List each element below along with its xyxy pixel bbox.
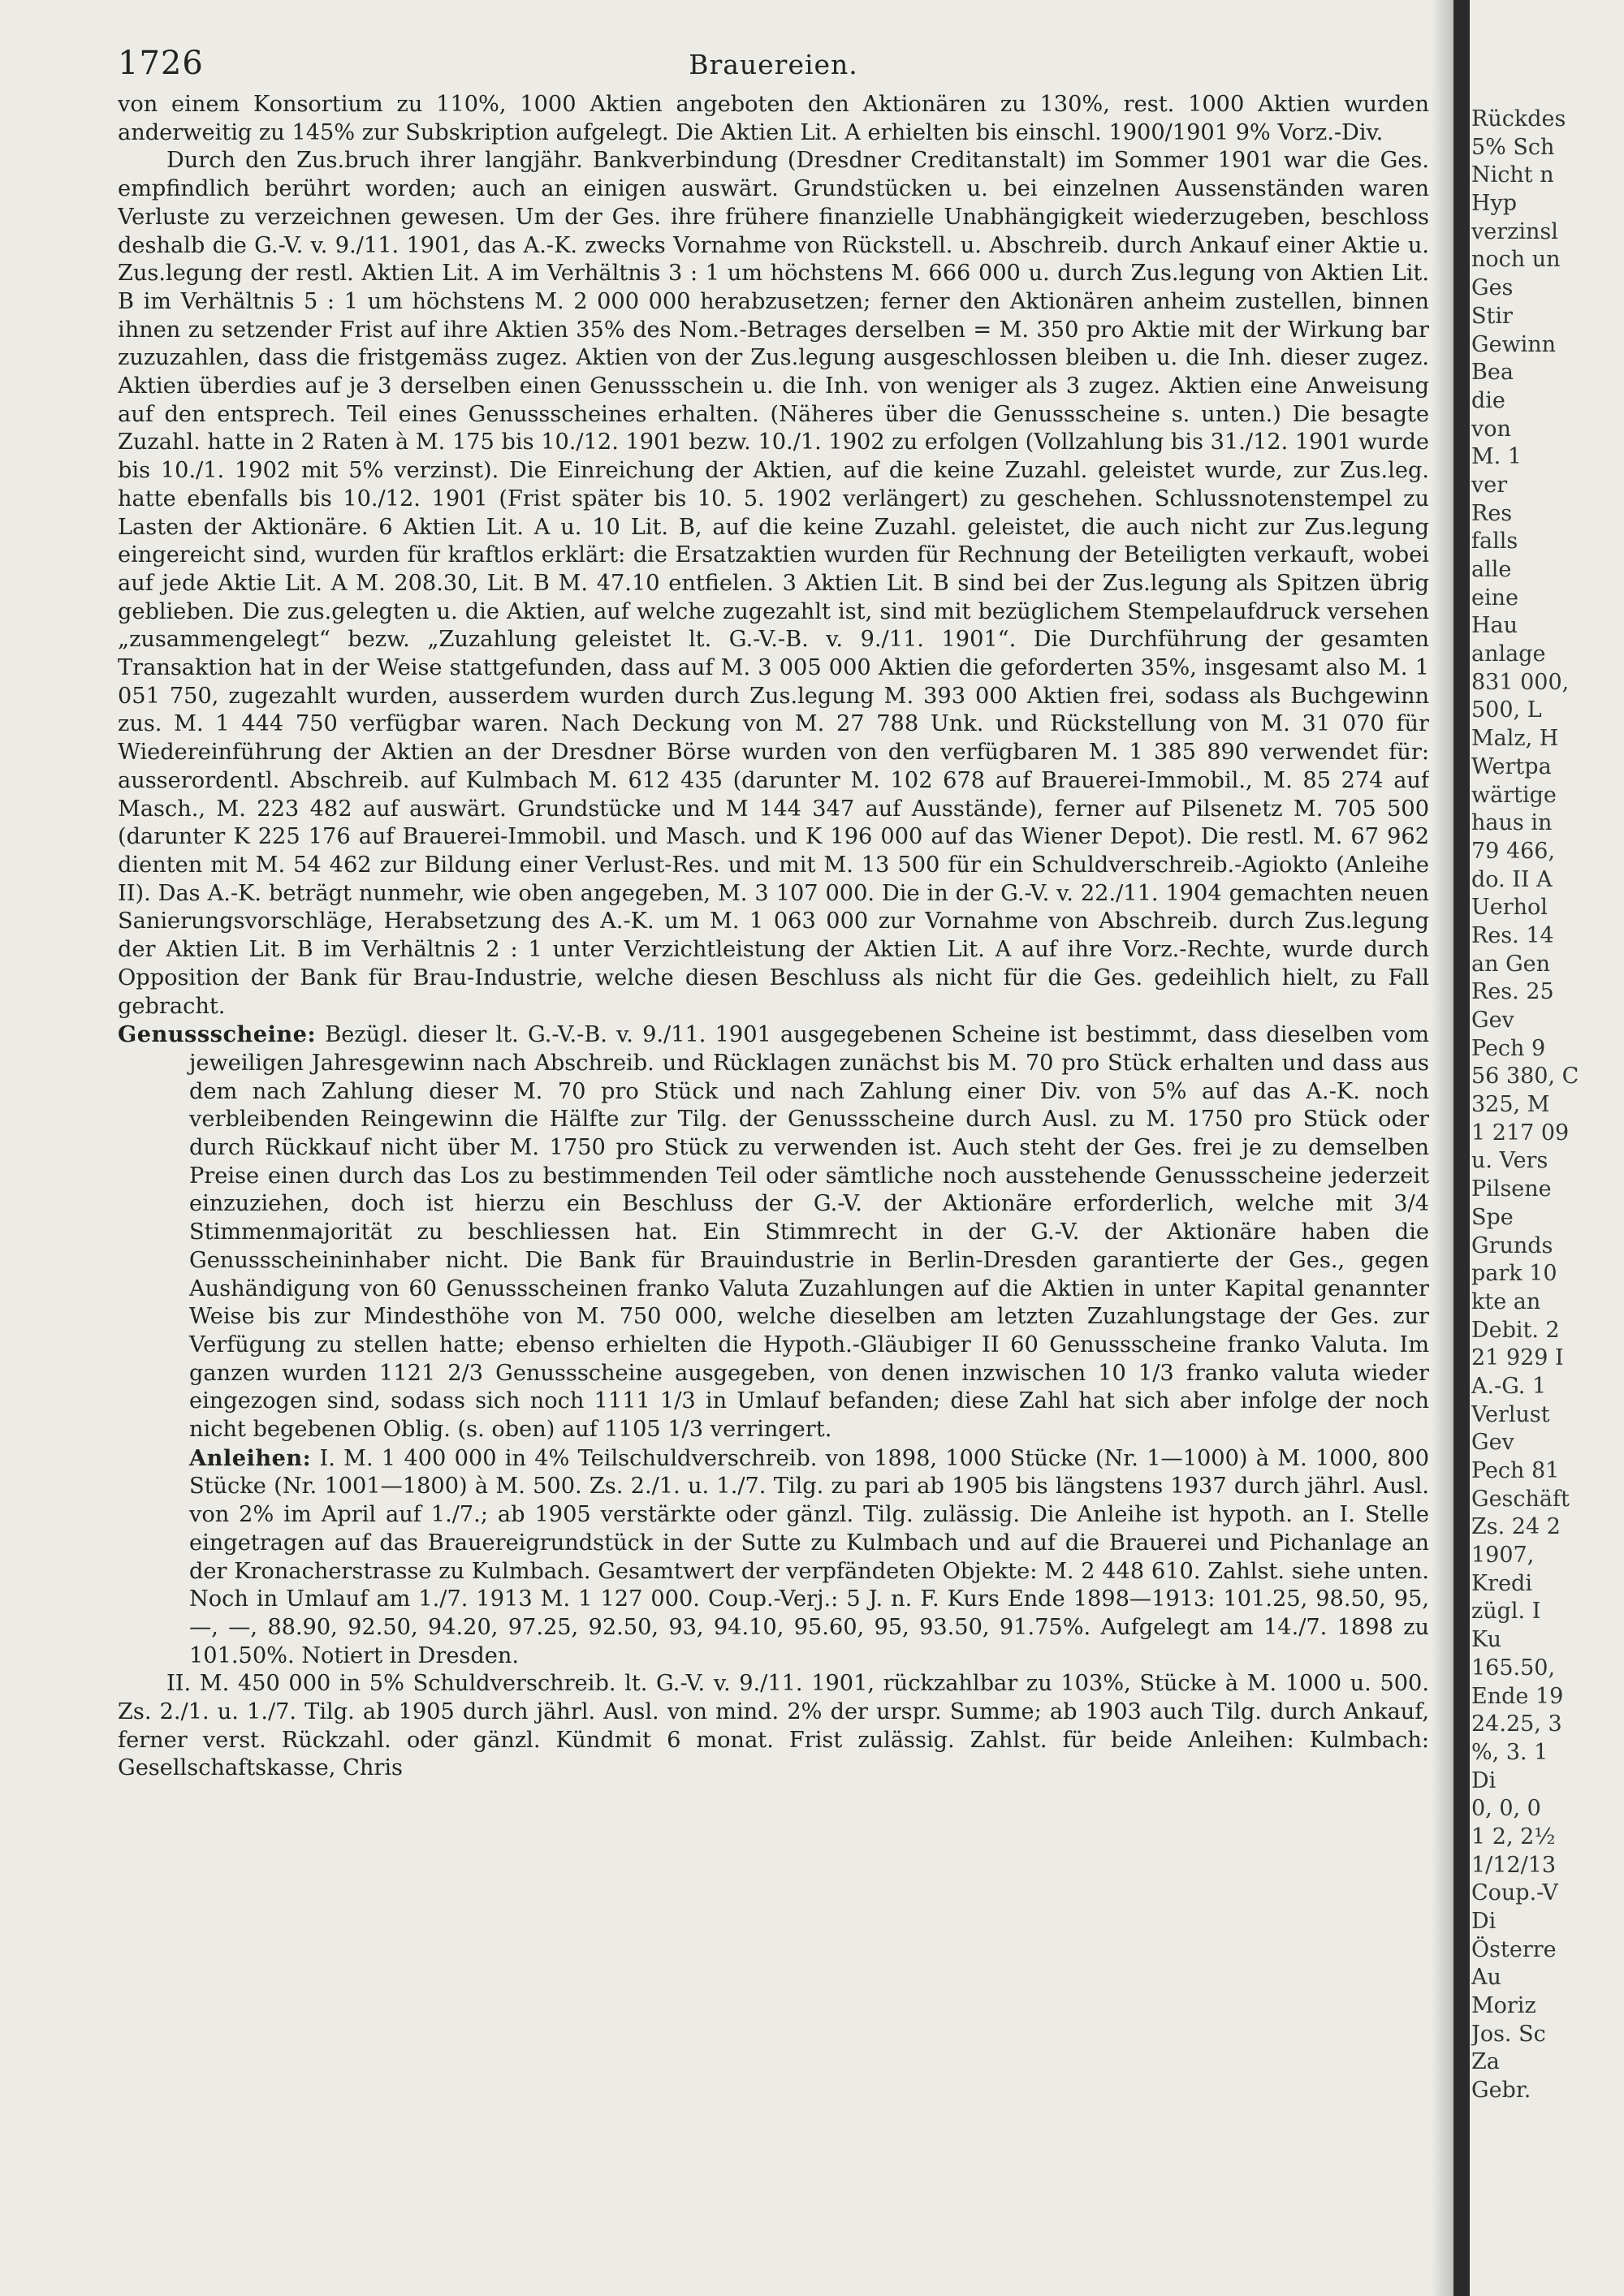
adjacent-line: anlage <box>1471 641 1546 667</box>
adjacent-line: Res. 25 <box>1471 979 1554 1005</box>
adjacent-line: Gev <box>1471 1008 1514 1033</box>
adjacent-line: A.-G. 1 <box>1471 1373 1547 1399</box>
adjacent-line: 0, 0, 0 <box>1471 1796 1541 1822</box>
adjacent-line: Wertpa <box>1471 753 1552 779</box>
page-number: 1726 <box>118 45 204 82</box>
running-head: Brauereien. <box>689 49 858 80</box>
anleihen-heading: Anleihen: <box>189 1444 312 1471</box>
main-column <box>118 41 1429 2265</box>
anleihen-section <box>118 1444 1429 1671</box>
adjacent-line: Za <box>1471 2049 1500 2075</box>
anleihen-paragraph-2: II. M. 450 000 in 5% Schuldverschreib. lt. G.-V. v. 9./11. 1901, rückzahlbar zu 103%, Stücke à M. 1000 u. 500. Zs. 2./1. u. 1./7. Tilg. ab 1905 durch jährl. Ausl. von mind. 2% der urspr. Summe; ab 1903 auch Tilg. durch Ankauf, ferner verst. Rückzahl. oder gänzl. Kündmit 6 monat. Frist zulässig. Zahlst. für beide Anleihen: Kulmbach: Gesellschaftskasse, Chris <box>118 1671 1429 1781</box>
adjacent-line: Ende 19 <box>1471 1683 1564 1709</box>
adjacent-line: Uerhol <box>1471 895 1548 921</box>
adjacent-line: Hau <box>1471 613 1518 639</box>
genussscheine-text: Bezügl. dieser lt. G.-V.-B. v. 9./11. 1901 ausgegebenen Scheine ist bestimmt, dass dieselben vom jeweiligen Jahresgewinn nach Abschreib. und Rücklagen zunächst bis M. 70 pro Stück erhalten und dass aus dem nach Zahlung dieser M. 70 pro Stück und nach Zahlung einer Div. von 5% auf das A.-K. noch verbleibenden Reingewinn die Hälfte zur Tilg. der Genussscheine durch Ausl. zu M. 1750 pro Stück oder durch Rückkauf nicht über M. 1750 pro Stück zu verwenden ist. Auch steht der Ges. frei je zu demselben Preise einen durch das Los zu bestimmenden Teil oder sämtliche noch ausstehende Genussscheine jederzeit einzuziehen, doch ist hierzu ein Beschluss der G.-V. der Aktionäre erforderlich, welche mit 3/4 Stimmenmajorität zu beschliessen hat. Ein Stimmrecht in der G.-V. der Aktionäre haben die Genussscheininhaber nicht. Die Bank für Brauindustrie in Berlin-Dresden garantierte der Ges., gegen Aushändigung von 60 Genussscheinen franko Valuta Zuzahlungen auf die Aktien in unter Kapital genannter Weise bis zur Mindesthöhe von M. 750 000, welche dieselben am letzten Zuzahlungstage der Ges. zur Verfügung zu stellen hatte; ebenso erhielten die Hypoth.-Gläubiger II 60 Genussscheine franko Valuta. Im ganzen wurden 1121 2/3 Genussscheine ausgegeben, von denen inzwischen 10 1/3 franko valuta wieder eingezogen sind, sodass sich noch 1111 1/3 in Umlauf befanden; diese Zahl hat sich aber infolge der noch nicht begebenen Oblig. (s. oben) auf 1105 1/3 verringert. <box>189 1022 1429 1443</box>
adjacent-line: Verlust <box>1471 1401 1550 1427</box>
adjacent-line: Jos. Sc <box>1471 2021 1546 2047</box>
adjacent-line: 831 000, <box>1471 669 1570 695</box>
adjacent-line: alle <box>1471 557 1512 582</box>
adjacent-line: kte an <box>1471 1288 1541 1314</box>
adjacent-line: Gewinn <box>1471 331 1557 357</box>
adjacent-line: 24.25, 3 <box>1471 1711 1562 1737</box>
adjacent-line: Pilsene <box>1471 1176 1552 1202</box>
adjacent-line: an Gen <box>1471 951 1551 977</box>
adjacent-line: Res <box>1471 500 1513 526</box>
adjacent-line: haus in <box>1471 810 1553 836</box>
adjacent-line: zügl. I <box>1471 1599 1541 1625</box>
anleihen-text-1: I. M. 1 400 000 in 4% Teilschuldverschreib. von 1898, 1000 Stücke (Nr. 1—1000) à M. 1000, 800 Stücke (Nr. 1001—1800) à M. 500. Zs. 2./1. u. 1./7. Tilg. zu pari ab 1905 bis längstens 1937 durch jährl. Ausl. von 2% im April auf 1./7.; ab 1905 verstärkte oder gänzl. Tilg. zulässig. Die Anleihe ist hypoth. an I. Stelle eingetragen auf das Brauereigrundstück in der Sutte zu Kulmbach und auf die Brauerei und Pichanlage an der Kronacherstrasse zu Kulmbach. Gesamtwert der verpfändeten Objekte: M. 2 448 610. Zahlst. siehe unten. Noch in Umlauf am 1./7. 1913 M. 1 127 000. Coup.-Verj.: 5 J. n. F. Kurs Ende 1898—1913: 101.25, 98.50, 95, —, —, 88.90, 92.50, 94.20, 97.25, 92.50, 93, 94.10, 95.60, 95, 93.50, 91.75%. Aufgelegt am 14./7. 1898 zu 101.50%. Notiert in Dresden. <box>189 1445 1429 1668</box>
adjacent-line: Gebr. <box>1471 2078 1531 2104</box>
adjacent-line: Malz, H <box>1471 726 1559 752</box>
adjacent-line: Debit. 2 <box>1471 1317 1560 1343</box>
adjacent-line: Nicht n <box>1471 162 1554 188</box>
adjacent-line: Ku <box>1471 1627 1501 1653</box>
adjacent-line: Spe <box>1471 1204 1514 1230</box>
adjacent-line: Res. 14 <box>1471 922 1554 948</box>
adjacent-line: falls <box>1471 529 1518 555</box>
adjacent-line: eine <box>1471 585 1518 611</box>
adjacent-page-column <box>1471 106 1624 2265</box>
adjacent-line: Geschäft <box>1471 1486 1570 1512</box>
adjacent-line: Stir <box>1471 303 1513 329</box>
adjacent-line: 165.50, <box>1471 1655 1556 1681</box>
adjacent-line: die <box>1471 387 1505 413</box>
genussscheine-heading: Genussscheine: <box>118 1021 317 1048</box>
adjacent-line: 79 466, <box>1471 838 1556 864</box>
adjacent-line: u. Vers <box>1471 1148 1548 1174</box>
adjacent-line: Österre <box>1471 1936 1557 1962</box>
adjacent-line: Grunds <box>1471 1232 1553 1258</box>
adjacent-line: park 10 <box>1471 1261 1557 1287</box>
adjacent-line: Zs. 24 2 <box>1471 1514 1561 1540</box>
adjacent-line: 1907, <box>1471 1543 1535 1569</box>
adjacent-line: Kredi <box>1471 1570 1532 1596</box>
adjacent-line: 5% Sch <box>1471 134 1555 160</box>
adjacent-line: 1/12/13 <box>1471 1852 1557 1878</box>
adjacent-line: wärtige <box>1471 782 1557 808</box>
binding-gutter <box>1453 0 1470 2296</box>
history-paragraph: Durch den Zus.bruch ihrer langjähr. Bankverbindung (Dresdner Creditanstalt) im Sommer 1901 war die Ges. empfindlich berührt worden; auch an einigen auswärt. Grundstücken u. bei einzelnen Aussenständen waren Verluste zu verzeichnen gewesen. Um der Ges. ihre frühere finanzielle Unabhängigkeit wiederzugeben, beschloss deshalb die G.-V. v. 9./11. 1901, das A.-K. zwecks Vornahme von Rückstell. u. Abschreib. durch Ankauf einer Aktie u. Zus.legung der restl. Aktien Lit. A im Verhältnis 3 : 1 um höchstens M. 666 000 u. durch Zus.legung von Aktien Lit. B im Verhältnis 5 : 1 um höchstens M. 2 000 000 herabzusetzen; ferner den Aktionären anheim zustellen, binnen ihnen zu setzender Frist auf ihre Aktien 35% des Nom.-Betrages derselben = M. 350 pro Aktie mit der Wirkung bar zuzuzahlen, dass die fristgemäss zugez. Aktien von der Zus.legung ausgeschlossen bleiben u. die Inh. dieser zugez. Aktien überdies auf je 3 derselben einen Genussschein u. die Inh. von weniger als 3 zugez. Aktien eine Anweisung auf den entsprech. Teil eines Genussscheines erhalten. (Näheres über die Genussscheine s. unten.) Die besagte Zuzahl. hatte in 2 Raten à M. 175 bis 10./12. 1901 bezw. 10./1. 1902 zu erfolgen (Vollzahlung bis 31./12. 1901 wurde bis 10./1. 1902 mit 5% verzinst). Die Einreichung der Aktien, auf die keine Zuzahl. geleistet wurde, zur Zus.leg. hatte ebenfalls bis 10./12. 1901 (Frist später bis 10. 5. 1902 verlängert) zu geschehen. Schlussnotenstempel zu Lasten der Aktionäre. 6 Aktien Lit. A u. 10 Lit. B, auf die keine Zuzahl. geleistet, die auch nicht zur Zus.legung eingereicht sind, wurden für kraftlos erklärt: die Ersatzaktien wurden für Rechnung der Beteiligten verkauft, wobei auf jede Aktie Lit. A M. 208.30, Lit. B M. 47.10 entfielen. 3 Aktien Lit. B sind bei der Zus.legung als Spitzen übrig geblieben. Die zus.gelegten u. die Aktien, auf welche zugezahlt ist, sind mit bezüglichem Stempelaufdruck versehen „zusammengelegt“ bezw. „Zuzahlung geleistet lt. G.-V.-B. v. 9./11. 1901“. Die Durchführung der gesamten Transaktion hat in der Weise stattgefunden, dass auf M. 3 005 000 Aktien die geforderten 35%, insgesamt also M. 1 051 750, zugezahlt wurden, ausserdem wurden durch Zus.legung M. 393 000 Aktien frei, sodass als Buchgewinn zus. M. 1 444 750 verfügbar waren. Nach Deckung von M. 27 788 Unk. und Rückstellung von M. 31 070 für Wiedereinführung der Aktien an der Dresdner Börse wurden von den verfügbaren M. 1 385 890 verwendet für: ausserordentl. Abschreib. auf Kulmbach M. 612 435 (darunter M. 102 678 auf Brauerei-Immobil., M. 85 274 auf Masch., M. 223 482 auf auswärt. Grundstücke und M 144 347 auf Ausstände), ferner auf Pilsenetz M. 705 500 (darunter K 225 176 auf Brauerei-Immobil. und Masch. und K 196 000 auf das Wiener Depot). Die restl. M. 67 962 dienten mit M. 54 462 zur Bildung einer Verlust-Res. und mit M. 13 500 für ein Schuldverschreib.-Agiokto (Anleihe II). Das A.-K. beträgt nunmehr, wie oben angegeben, M. 3 107 000. Die in der G.-V. v. 22./11. 1904 gemachten neuen Sanierungsvorschläge, Herabsetzung des A.-K. um M. 1 063 000 zur Vornahme von Abschreib. durch Zus.legung der Aktien Lit. B im Verhältnis 2 : 1 unter Verzichtleistung der Aktien Lit. A auf ihre Vorz.-Rechte, wurde durch Opposition der Bank für Brau-Industrie, welche diesen Beschluss als nicht für die Ges. gedeihlich hielt, zu Fall gebracht. <box>118 148 1429 1019</box>
adjacent-line: Au <box>1471 1965 1501 1991</box>
adjacent-line: Gev <box>1471 1430 1514 1456</box>
adjacent-line: verzinsl <box>1471 218 1558 244</box>
adjacent-line: Di <box>1471 1909 1497 1934</box>
adjacent-line: noch un <box>1471 247 1561 273</box>
intro-paragraph: von einem Konsortium zu 110%, 1000 Aktien angeboten den Aktionären zu 130%, rest. 1000 Aktien wurden anderweitig zu 145% zur Subskription aufgelegt. Die Aktien Lit. A erhielten bis einschl. 1900/1901 9% Vorz.-Div. <box>118 92 1429 145</box>
gutter-shadow <box>1431 0 1453 2296</box>
adjacent-line: 1 2, 2½ <box>1471 1823 1556 1849</box>
adjacent-line: 1 217 09 <box>1471 1120 1570 1146</box>
adjacent-line: Ges <box>1471 275 1514 301</box>
page-header <box>118 41 1429 91</box>
adjacent-line: 325, M <box>1471 1092 1550 1118</box>
adjacent-line: Bea <box>1471 360 1514 386</box>
adjacent-line: Pech 9 <box>1471 1035 1546 1061</box>
adjacent-line: %, 3. 1 <box>1471 1739 1548 1765</box>
body-text <box>118 91 1429 1783</box>
adjacent-line: Moriz <box>1471 1993 1536 2019</box>
adjacent-line: 500, L <box>1471 697 1542 723</box>
adjacent-line: Rückdes <box>1471 106 1566 132</box>
adjacent-line: do. II A <box>1471 866 1553 892</box>
genussscheine-section <box>118 1021 1429 1444</box>
adjacent-line: 21 929 I <box>1471 1345 1564 1371</box>
adjacent-line: 56 380, C <box>1471 1064 1579 1090</box>
adjacent-line: M. 1 <box>1471 444 1522 470</box>
adjacent-line: Di <box>1471 1767 1497 1793</box>
adjacent-line: Hyp <box>1471 191 1518 217</box>
adjacent-line: von <box>1471 416 1511 442</box>
adjacent-line: ver <box>1471 472 1508 498</box>
adjacent-line: Pech 81 <box>1471 1458 1560 1483</box>
adjacent-line: Coup.-V <box>1471 1880 1558 1906</box>
